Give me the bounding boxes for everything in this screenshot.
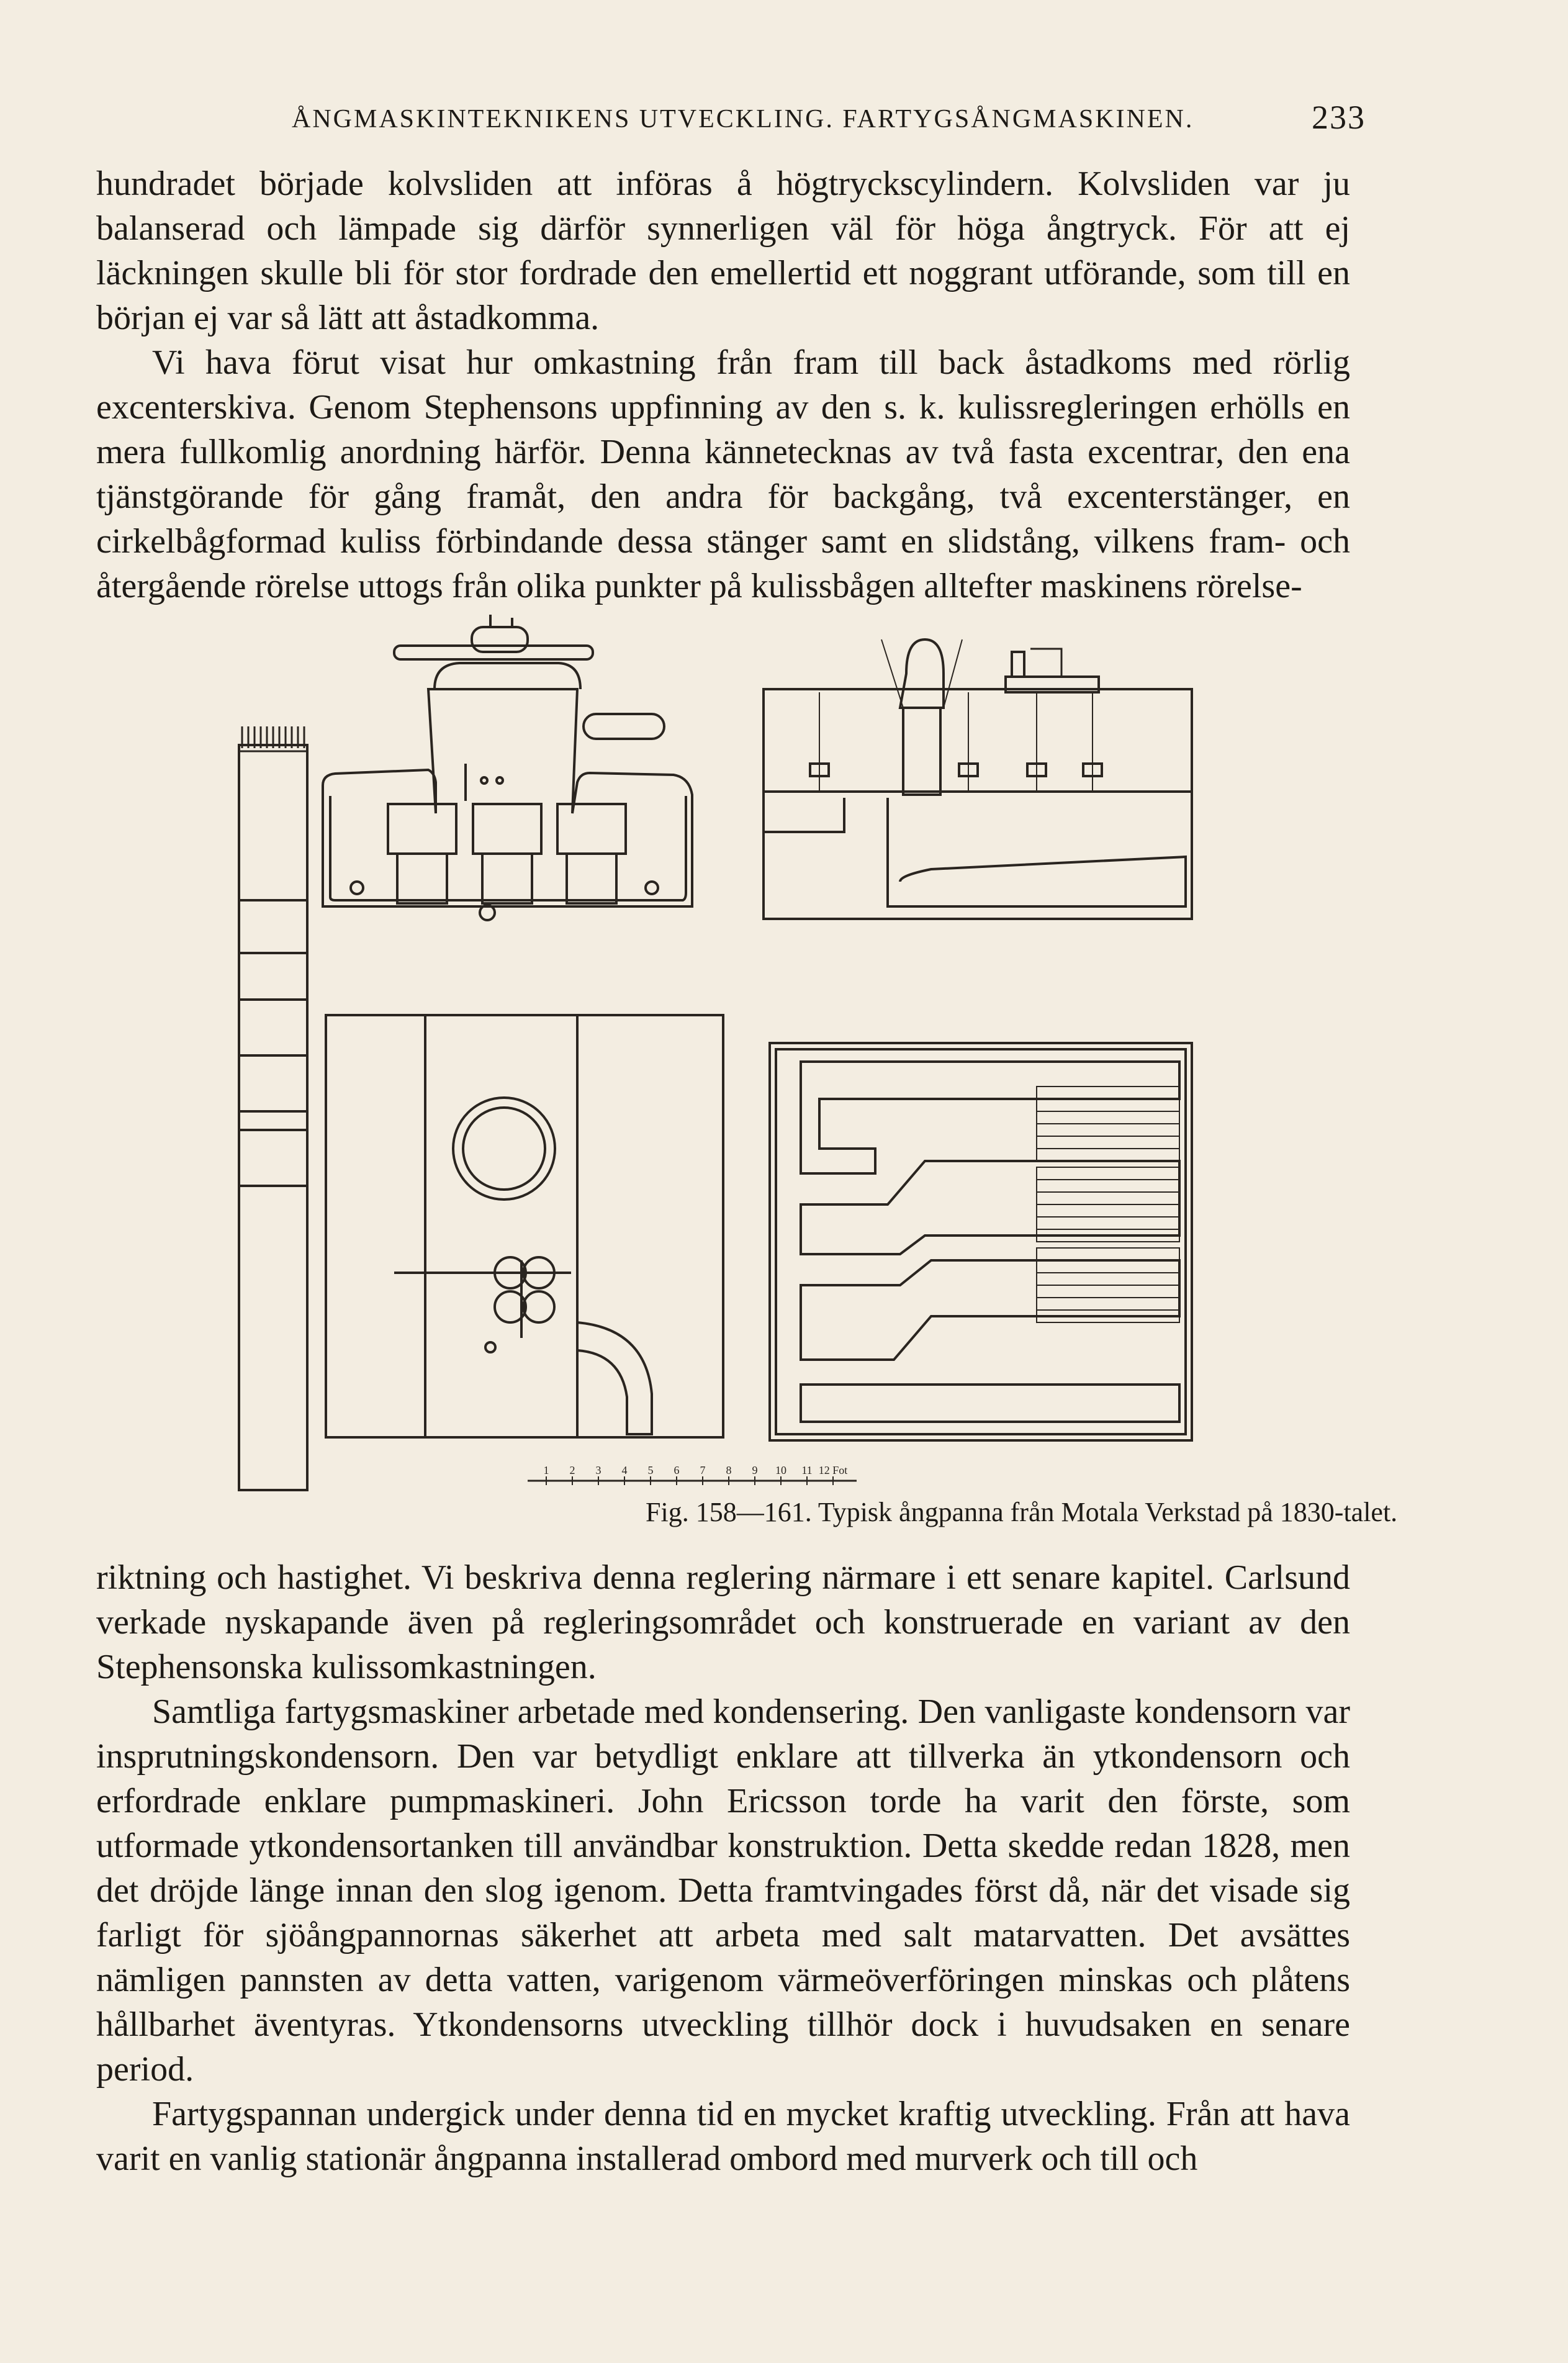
page-number: 233 [1312,99,1366,136]
chimney-drawing [239,726,307,1490]
scale-label: 7 [700,1464,706,1476]
page-header [99,93,1366,137]
scale-label: 12 Fot [818,1464,848,1476]
running-title: ÅNGMASKINTEKNIKENS UTVECKLING. FARTYGSÅNGMASKINEN. [292,105,1194,133]
text-block-top [96,161,1350,608]
boiler-drawings [223,615,1241,1496]
scale-label: 4 [621,1464,628,1476]
paragraph: hundradet började kolvsliden att införas å högtryckscylindern. Kolvsliden var ju balanserad och lämpade sig därför synnerligen väl för höga ångtryck. För att ej läckningen skulle bli för stor fordrade den emellertid ett noggrant utförande, som till en början ej var så lätt att åstadkomma. [96,165,1350,337]
cross-section-drawing [326,1015,723,1437]
scale-label: 10 [775,1464,786,1476]
scale-label: 3 [595,1464,602,1476]
text-block-bottom [96,1555,1350,2181]
scale-label: 6 [674,1464,680,1476]
plan-view-drawing [770,1043,1192,1440]
scale-label: 1 [543,1464,549,1476]
scale-label: 5 [647,1464,654,1476]
paragraph: Vi hava förut visat hur omkastning från fram till back åstadkoms med rörlig excenterskiva. Genom Stephensons uppfinning av den s. k. kulissregleringen erhölls en mera fullkomlig anordning härför. Denna kännetecknas av två fasta excentrar, den ena tjänstgörande för gång framåt, den andra för backgång, två excenterstänger, en cirkelbågformad kuliss förbindande dessa stänger samt en slidstång, vilkens fram- och återgående rörelse uttogs från olika punkter på kulissbågen alltefter maskinens rörelse- [96,343,1350,605]
boiler-figure [223,615,1398,1527]
paragraph: riktning och hastighet. Vi beskriva denna reglering närmare i ett senare kapitel. Carlsund verkade nyskapande även på regleringsområdet och konstruerade en variant av den Stephensonska kulissomkastningen. [96,1558,1350,1686]
scale-bar [528,1464,857,1485]
scale-label: 8 [726,1464,732,1476]
paragraph: Fartygspannan undergick under denna tid en mycket kraftig utveckling. Från att hava varit en vanlig stationär ångpanna installerad ombord med murverk och till och [96,2095,1350,2178]
paragraph: Samtliga fartygsmaskiner arbetade med kondensering. Den vanligaste kondensorn var insprutningskondensorn. Den var betydligt enklare att tillverka än ytkondensorn och erfordrade enklare pumpmaskineri. John Ericsson torde ha varit den förste, som utformade ytkondensortanken till användbar konstruktion. Detta skedde redan 1828, men det dröjde länge innan den slog igenom. Detta framtvingades först då, när det visade sig farligt för sjöångpannornas säkerhet att arbeta med salt matarvatten. Det avsättes nämligen pannsten av detta vatten, varigenom värmeöverföringen minskas och plåtens hållbarhet äventyras. Ytkondensorns utveckling tillhör dock i huvudsaken en senare period. [96,1692,1350,2089]
scale-label: 11 [801,1464,813,1476]
side-elevation-drawing [764,639,1192,919]
scale-label: 9 [752,1464,758,1476]
front-elevation-drawing [323,615,692,920]
caption-text: Fig. 158—161. Typisk ångpanna från Motala Verkstad på 1830-talet. [646,1497,1398,1527]
scale-label: 2 [569,1464,575,1476]
